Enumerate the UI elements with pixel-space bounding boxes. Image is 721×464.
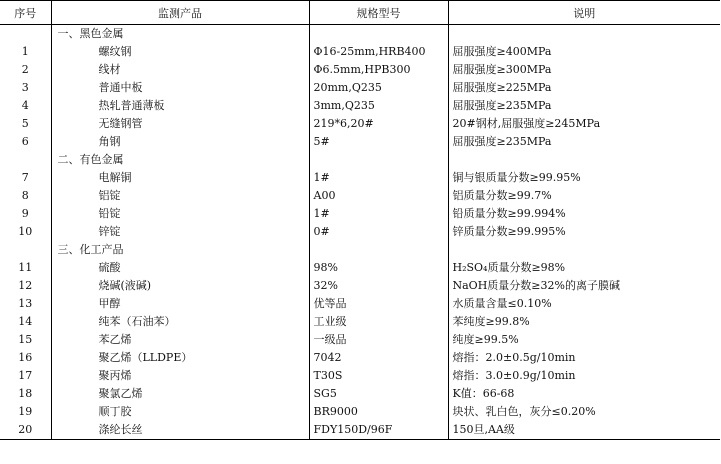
spec-cell: 3mm,Q235	[309, 97, 448, 115]
note-cell: 锌质量分数≥99.995%	[448, 223, 720, 241]
table-row	[0, 349, 720, 367]
seq-cell: 14	[18, 315, 33, 328]
header-row	[0, 1, 720, 25]
category-label: 一、黑色金属	[57, 27, 124, 40]
seq-cell: 16	[18, 351, 33, 364]
spec-cell: A00	[309, 187, 448, 205]
header-spec: 规格型号	[309, 1, 448, 25]
seq-cell	[0, 151, 51, 169]
table-row	[0, 187, 720, 205]
seq-cell: 7	[21, 171, 29, 184]
table-row	[0, 367, 720, 385]
product-name-cell	[51, 133, 309, 151]
product-name-cell	[51, 277, 309, 295]
note-cell: 苯纯度≥99.8%	[448, 313, 720, 331]
product-name-cell	[51, 61, 309, 79]
spec-cell	[309, 241, 448, 259]
category-label: 三、化工产品	[57, 243, 124, 256]
spec-cell: 219*6,20#	[309, 115, 448, 133]
note-cell: 熔指：2.0±0.5g/10min	[448, 349, 720, 367]
spec-cell	[309, 151, 448, 169]
product-name-cell	[51, 79, 309, 97]
seq-cell: 18	[18, 387, 33, 400]
seq-cell: 11	[18, 261, 33, 274]
product-label: 烧碱(液碱)	[98, 279, 152, 292]
product-label: 线材	[98, 63, 121, 76]
spec-cell: 7042	[309, 349, 448, 367]
note-cell: 20#钢材,屈服强度≥245MPa	[448, 115, 720, 133]
category-row	[0, 241, 720, 259]
spec-cell: 32%	[309, 277, 448, 295]
spec-cell: 1#	[309, 169, 448, 187]
seq-cell	[0, 241, 51, 259]
note-cell: 铝质量分数≥99.7%	[448, 187, 720, 205]
product-label: 聚氯乙烯	[98, 387, 143, 400]
seq-cell: 10	[18, 225, 33, 238]
header-seq: 序号	[0, 1, 51, 25]
product-name-cell	[51, 403, 309, 421]
product-name-cell	[51, 187, 309, 205]
table-row	[0, 115, 720, 133]
product-name-cell	[51, 97, 309, 115]
seq-cell: 8	[21, 189, 29, 202]
product-label: 电解铜	[98, 171, 132, 184]
note-cell	[448, 25, 720, 44]
note-cell	[448, 241, 720, 259]
table-row	[0, 97, 720, 115]
table-header	[0, 1, 720, 25]
note-cell: 铜与银质量分数≥99.95%	[448, 169, 720, 187]
table-body	[0, 25, 720, 440]
seq-cell: 5	[21, 117, 29, 130]
product-name-cell	[51, 151, 309, 169]
product-name-cell	[51, 367, 309, 385]
spec-cell: T30S	[309, 367, 448, 385]
product-name-cell	[51, 259, 309, 277]
seq-cell: 3	[21, 81, 29, 94]
product-label: 普通中板	[98, 81, 143, 94]
table-row	[0, 385, 720, 403]
spec-cell: 一级品	[309, 331, 448, 349]
note-cell: H₂SO₄质量分数≥98%	[448, 259, 720, 277]
seq-cell: 17	[18, 369, 33, 382]
product-label: 锌锭	[98, 225, 121, 238]
spec-cell: SG5	[309, 385, 448, 403]
note-cell: 纯度≥99.5%	[448, 331, 720, 349]
product-name-cell	[51, 421, 309, 440]
note-cell: 150旦,AA级	[448, 421, 720, 440]
note-cell: 屈服强度≥400MPa	[448, 43, 720, 61]
product-name-cell	[51, 115, 309, 133]
product-name-cell	[51, 241, 309, 259]
note-cell: 块状、乳白色，灰分≤0.20%	[448, 403, 720, 421]
seq-cell: 4	[21, 99, 29, 112]
product-name-cell	[51, 43, 309, 61]
category-label: 二、有色金属	[57, 153, 124, 166]
product-label: 顺丁胶	[98, 405, 132, 418]
product-label: 铅锭	[98, 207, 121, 220]
note-cell: 屈服强度≥235MPa	[448, 97, 720, 115]
product-label: 纯苯（石油苯）	[98, 315, 176, 328]
note-cell: NaOH质量分数≥32%的离子膜碱	[448, 277, 720, 295]
spec-cell: BR9000	[309, 403, 448, 421]
product-label: 热轧普通薄板	[98, 99, 165, 112]
header-product: 监测产品	[51, 1, 309, 25]
note-cell: 水质量含量≤0.10%	[448, 295, 720, 313]
note-cell: 铅质量分数≥99.994%	[448, 205, 720, 223]
table-row	[0, 223, 720, 241]
table-row	[0, 61, 720, 79]
table-row	[0, 205, 720, 223]
seq-cell	[0, 25, 51, 44]
seq-cell: 19	[18, 405, 33, 418]
seq-cell: 13	[18, 297, 33, 310]
product-label: 聚丙烯	[98, 369, 132, 382]
table-row	[0, 421, 720, 440]
product-label: 聚乙烯（LLDPE）	[98, 351, 193, 364]
spec-cell: 20mm,Q235	[309, 79, 448, 97]
table-row	[0, 277, 720, 295]
product-name-cell	[51, 385, 309, 403]
product-label: 硫酸	[98, 261, 121, 274]
table-row	[0, 43, 720, 61]
table-row	[0, 313, 720, 331]
note-cell: 屈服强度≥235MPa	[448, 133, 720, 151]
spec-cell: FDY150D/96F	[309, 421, 448, 440]
table-row	[0, 169, 720, 187]
product-name-cell	[51, 205, 309, 223]
category-row	[0, 151, 720, 169]
table-row	[0, 403, 720, 421]
seq-cell: 15	[18, 333, 33, 346]
note-cell: K值：66-68	[448, 385, 720, 403]
seq-cell: 6	[21, 135, 29, 148]
seq-cell: 2	[21, 63, 29, 76]
spec-cell: Φ16-25mm,HRB400	[309, 43, 448, 61]
product-name-cell	[51, 295, 309, 313]
seq-cell: 9	[21, 207, 29, 220]
table-row	[0, 133, 720, 151]
note-cell	[448, 151, 720, 169]
note-cell: 屈服强度≥225MPa	[448, 79, 720, 97]
note-cell: 熔指：3.0±0.9g/10min	[448, 367, 720, 385]
product-name-cell	[51, 25, 309, 44]
product-label: 涤纶长丝	[98, 423, 143, 436]
spec-cell: 优等品	[309, 295, 448, 313]
seq-cell: 1	[21, 45, 29, 58]
product-label: 铝锭	[98, 189, 121, 202]
spec-cell: 5#	[309, 133, 448, 151]
header-note: 说明	[448, 1, 720, 25]
spec-cell: 98%	[309, 259, 448, 277]
product-label: 苯乙烯	[98, 333, 132, 346]
product-name-cell	[51, 313, 309, 331]
spec-cell: Φ6.5mm,HPB300	[309, 61, 448, 79]
seq-cell: 20	[0, 421, 51, 440]
product-label: 甲醇	[98, 297, 121, 310]
spec-cell: 0#	[309, 223, 448, 241]
note-cell: 屈服强度≥300MPa	[448, 61, 720, 79]
table-row	[0, 79, 720, 97]
table-row	[0, 331, 720, 349]
product-name-cell	[51, 223, 309, 241]
table-row	[0, 259, 720, 277]
spec-cell: 1#	[309, 205, 448, 223]
product-name-cell	[51, 331, 309, 349]
product-name-cell	[51, 169, 309, 187]
product-label: 螺纹钢	[98, 45, 132, 58]
product-name-cell	[51, 349, 309, 367]
product-label: 角钢	[98, 135, 121, 148]
category-row	[0, 25, 720, 44]
product-label: 无缝钢管	[98, 117, 143, 130]
seq-cell: 12	[18, 279, 33, 292]
spec-cell: 工业级	[309, 313, 448, 331]
table-row	[0, 295, 720, 313]
spec-cell	[309, 25, 448, 44]
